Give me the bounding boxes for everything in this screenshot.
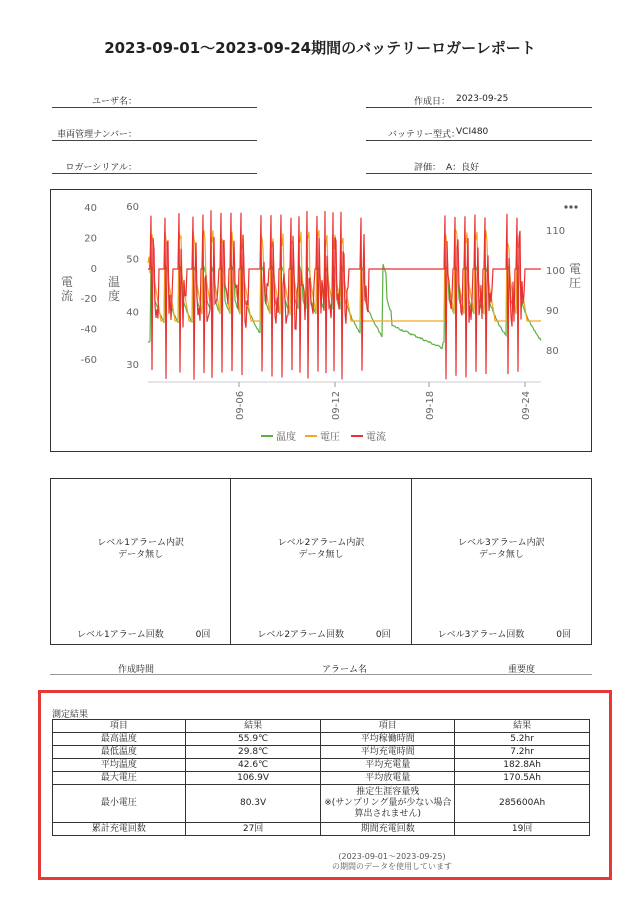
current-tick-label: 40 (84, 203, 97, 214)
alarm-level1-title: レベル1アラーム内訳 (97, 538, 185, 548)
temperature-tick-label: 40 (126, 307, 139, 319)
header-item-2: 項目 (321, 720, 455, 733)
battery-model-value: VCI480 (456, 127, 489, 137)
voltage-tick-label: 100 (546, 266, 566, 277)
table-cell: 最高温度 (53, 733, 186, 746)
alarm-level3-nodata: データ無し (478, 550, 524, 560)
temperature-axis-title: 温 (107, 275, 121, 289)
measurement-header-row (53, 720, 590, 733)
table-cell: 55.9℃ (185, 733, 321, 746)
header-item-1: 項目 (53, 720, 186, 733)
chart-canvas (51, 190, 591, 451)
table-row (53, 759, 590, 772)
table-cell: 平均稼働時間 (321, 733, 455, 746)
table-cell: 累計充電回数 (53, 823, 186, 836)
table-cell: 29.8℃ (185, 746, 321, 759)
period-note (322, 852, 462, 872)
alarm-level3-title: レベル3アラーム内訳 (457, 538, 545, 548)
current-tick-label: -40 (80, 324, 97, 336)
legend-label: 電流 (366, 432, 386, 443)
table-row (53, 823, 590, 836)
report-title: 2023-09-01～2023-09-24期間のバッテリーロガーレポート (104, 39, 536, 57)
table-row (53, 772, 590, 785)
measurement-title: 測定結果 (52, 710, 89, 720)
alarm-level2-panel (231, 479, 411, 644)
x-tick-label: 09-06 (235, 390, 246, 420)
voltage-tick-label: 90 (546, 306, 559, 317)
legend-label: 温度 (276, 432, 296, 443)
voltage-axis-title: 電 (568, 262, 582, 276)
period-note-text: の期間のデータを使用しています (332, 862, 452, 871)
header-result-2: 結果 (455, 720, 590, 733)
table-cell: 19回 (455, 823, 590, 836)
table-cell: 最小電圧 (53, 785, 186, 823)
alarm-level1-panel (51, 479, 231, 644)
temperature-tick-label: 30 (126, 360, 139, 371)
created-date-field (366, 94, 592, 108)
table-cell: 推定生涯容量残 ※(サンプリング量が少ない場合 算出されません) (321, 785, 455, 823)
rating-label: 評価： (414, 163, 442, 173)
alarm-level3-count-value: 0回 (556, 630, 571, 640)
alarm-level2-count-label: レベル2アラーム回数 (257, 630, 345, 640)
current-axis-title: 流 (60, 289, 74, 303)
battery-chart (50, 189, 592, 452)
alarm-level1-count-value: 0回 (195, 630, 211, 640)
measurement-table (52, 719, 590, 836)
history-severity-header: 重要度 (508, 665, 536, 675)
alarm-history-header (50, 660, 592, 675)
created-date-label: 作成日： (414, 97, 451, 107)
legend-label: 電圧 (320, 432, 340, 443)
table-cell: 182.8Ah (455, 759, 590, 772)
x-tick-label: 09-18 (425, 390, 436, 420)
voltage-tick-label: 80 (546, 346, 559, 357)
table-cell: 最大電圧 (53, 772, 186, 785)
table-cell: 170.5Ah (455, 772, 590, 785)
current-tick-label: -60 (80, 355, 97, 366)
voltage-axis-title: 圧 (568, 276, 582, 290)
battery-model-label: バッテリー型式： (388, 130, 461, 140)
current-series-line (148, 210, 541, 379)
table-row (53, 785, 590, 823)
vehicle-number-field (52, 127, 257, 141)
table-cell: 80.3V (185, 785, 321, 823)
history-name-header: アラーム名 (322, 665, 368, 675)
table-cell: 最低温度 (53, 746, 186, 759)
rating-field (366, 160, 592, 174)
x-tick-label: 09-24 (521, 390, 532, 420)
current-tick-label: 0 (90, 263, 97, 275)
table-cell: 期間充電回数 (321, 823, 455, 836)
table-row (53, 733, 590, 746)
alarm-level2-title: レベル2アラーム内訳 (277, 538, 365, 548)
history-time-header: 作成時間 (118, 665, 155, 675)
x-tick-label: 09-12 (331, 390, 342, 420)
logger-serial-field (52, 160, 257, 174)
table-cell: 平均温度 (53, 759, 186, 772)
alarm-level1-count-label: レベル1アラーム回数 (77, 630, 164, 640)
current-tick-label: 20 (84, 233, 97, 245)
temperature-tick-label: 50 (126, 254, 139, 266)
created-date-value: 2023-09-25 (456, 94, 509, 104)
table-cell: 平均放電量 (321, 772, 455, 785)
table-cell: 7.2hr (455, 746, 590, 759)
more-dots-icon[interactable] (564, 205, 577, 208)
table-cell: 5.2hr (455, 733, 590, 746)
alarm-level1-nodata: データ無し (118, 550, 164, 560)
period-note-range: (2023-09-01～2023-09-25) (338, 852, 446, 861)
table-cell: 42.6℃ (185, 759, 321, 772)
table-cell: 平均充電時間 (321, 746, 455, 759)
alarm-level3-panel (412, 479, 591, 644)
alarm-summary (50, 478, 592, 645)
current-axis-title: 電 (60, 275, 74, 289)
rating-value: A：良好 (446, 163, 480, 173)
table-cell: 平均充電量 (321, 759, 455, 772)
temperature-tick-label: 60 (126, 202, 139, 213)
table-cell: 106.9V (185, 772, 321, 785)
user-name-label: ユーザ名： (91, 97, 137, 107)
temperature-axis-title: 度 (107, 289, 121, 303)
table-cell: 27回 (185, 823, 321, 836)
alarm-level3-count-label: レベル3アラーム回数 (437, 630, 525, 640)
current-tick-label: -20 (80, 294, 97, 306)
voltage-tick-label: 110 (546, 226, 566, 237)
table-row (53, 746, 590, 759)
battery-model-field (366, 127, 592, 141)
header-result-1: 結果 (185, 720, 321, 733)
logger-serial-label: ロガーシリアル： (65, 163, 137, 173)
user-name-field (52, 94, 257, 108)
alarm-level2-nodata: データ無し (298, 550, 344, 560)
table-cell: 285600Ah (455, 785, 590, 823)
vehicle-number-label: 車両管理ナンバー： (57, 130, 137, 140)
alarm-level2-count-value: 0回 (375, 630, 391, 640)
